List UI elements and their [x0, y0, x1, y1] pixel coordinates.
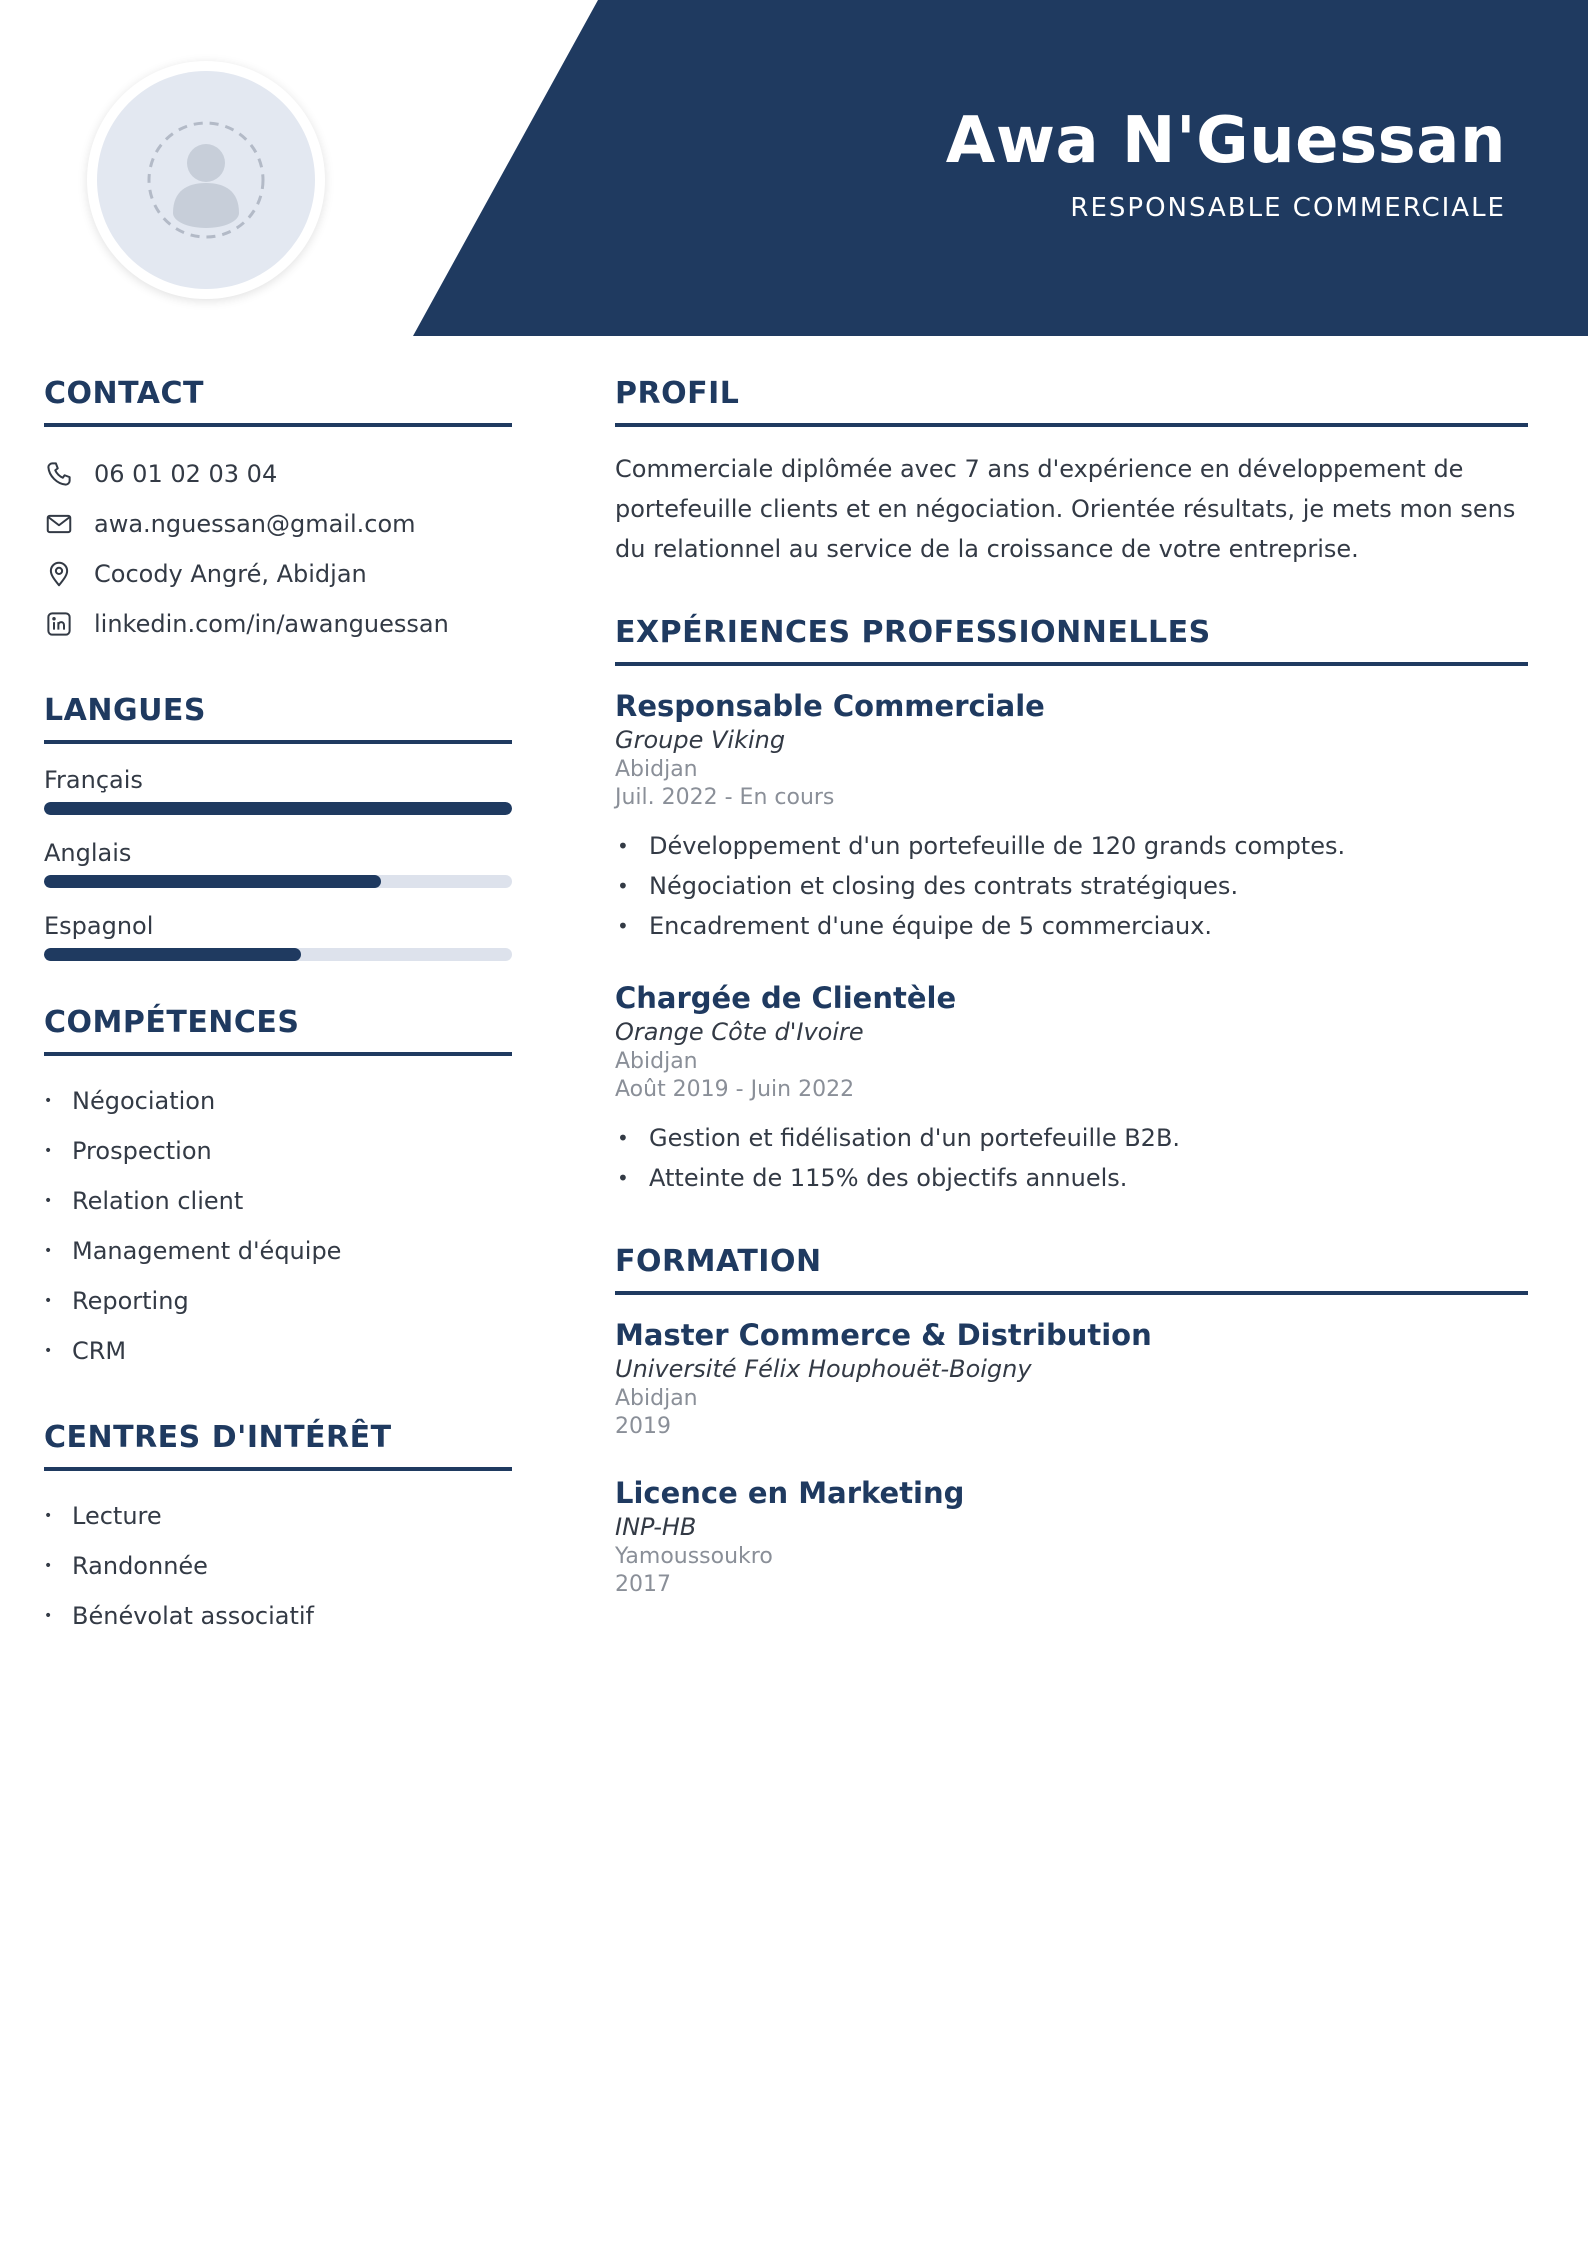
skill-item: • Relation client	[44, 1187, 244, 1215]
skill-label: Reporting	[72, 1287, 189, 1315]
avatar	[87, 61, 325, 299]
education-school: Université Félix Houphouët-Boigny	[615, 1355, 1032, 1383]
right-column	[615, 376, 1528, 1645]
languages-heading: LANGUES	[44, 693, 512, 744]
experience-bullet: • Atteinte de 115% des objectifs annuels.	[615, 1158, 1528, 1198]
language-level-bar	[44, 875, 512, 888]
candidate-name: Awa N'Guessan	[945, 104, 1506, 178]
education-school: INP-HB	[615, 1513, 697, 1541]
experience-entry	[615, 688, 1528, 946]
contact-list	[44, 449, 512, 649]
interest-item: • Bénévolat associatif	[44, 1602, 315, 1630]
avatar-inner	[97, 71, 315, 289]
experience-dates: Août 2019 - Juin 2022	[615, 1077, 855, 1102]
linkedin-icon	[44, 609, 74, 639]
skill-label: Management d'équipe	[72, 1237, 342, 1265]
skill-item: • CRM	[44, 1337, 127, 1365]
skill-label: Relation client	[72, 1187, 244, 1215]
experience-bullet-text: Développement d'un portefeuille de 120 grands comptes.	[649, 832, 1346, 860]
experience-company: Orange Côte d'Ivoire	[615, 1018, 864, 1046]
skill-item: • Prospection	[44, 1137, 212, 1165]
education-title: Licence en Marketing	[615, 1476, 965, 1510]
experience-bullet: • Négociation et closing des contrats stratégiques.	[615, 866, 1528, 906]
experience-location: Abidjan	[615, 757, 698, 782]
experience-bullet: • Encadrement d'une équipe de 5 commerciaux.	[615, 906, 1528, 946]
experience-bullet: • Développement d'un portefeuille de 120 grands comptes.	[615, 826, 1528, 866]
mail-icon	[44, 509, 74, 539]
contact-email	[44, 499, 512, 549]
contact-phone	[44, 449, 512, 499]
contact-linkedin-text: linkedin.com/in/awanguessan	[94, 610, 449, 638]
skill-item: • Reporting	[44, 1287, 189, 1315]
experience-bullet-text: Encadrement d'une équipe de 5 commerciaux.	[649, 912, 1213, 940]
experience-title: Responsable Commerciale	[615, 689, 1045, 723]
left-column	[44, 376, 512, 1685]
contact-phone-text: 06 01 02 03 04	[94, 460, 278, 488]
interests-heading: CENTRES D'INTÉRÊT	[44, 1420, 512, 1471]
experience-bullets	[615, 826, 1528, 946]
skills-heading: COMPÉTENCES	[44, 1005, 512, 1056]
interest-item: • Randonnée	[44, 1552, 208, 1580]
language-name: Français	[44, 766, 143, 794]
education-year: 2019	[615, 1414, 671, 1439]
interests-section	[44, 1420, 512, 1641]
experience-bullet-text: Gestion et fidélisation d'un portefeuille B2B.	[649, 1124, 1181, 1152]
education-section	[615, 1244, 1528, 1599]
skill-label: Négociation	[72, 1087, 216, 1115]
profile-section	[615, 376, 1528, 569]
skills-list	[44, 1076, 512, 1376]
contact-section	[44, 376, 512, 649]
language-name: Espagnol	[44, 912, 154, 940]
job-title: RESPONSABLE COMMERCIALE	[1070, 193, 1506, 223]
education-year: 2017	[615, 1572, 671, 1597]
contact-location	[44, 549, 512, 599]
experience-bullet: • Gestion et fidélisation d'un portefeuille B2B.	[615, 1118, 1528, 1158]
language-level-fill	[44, 948, 301, 961]
language-item	[44, 839, 512, 888]
skill-item: • Négociation	[44, 1087, 216, 1115]
experience-entry	[615, 980, 1528, 1198]
language-level-bar	[44, 948, 512, 961]
languages-section	[44, 693, 512, 961]
interest-label: Randonnée	[72, 1552, 208, 1580]
language-item	[44, 912, 512, 961]
skill-label: Prospection	[72, 1137, 212, 1165]
profile-text: Commerciale diplômée avec 7 ans d'expérience en développement de portefeuille clients et en négociation. Orientée résultats, je mets mon sens du relationnel au service de la croissance de votre entreprise.	[615, 455, 1516, 563]
experience-company: Groupe Viking	[615, 726, 786, 754]
contact-location-text: Cocody Angré, Abidjan	[94, 560, 367, 588]
interest-label: Bénévolat associatif	[72, 1602, 315, 1630]
language-level-fill	[44, 802, 512, 815]
interests-list	[44, 1491, 512, 1641]
contact-heading: CONTACT	[44, 376, 512, 427]
education-location: Abidjan	[615, 1386, 698, 1411]
experience-section	[615, 615, 1528, 1198]
experience-heading: EXPÉRIENCES PROFESSIONNELLES	[615, 615, 1528, 666]
experience-bullet-text: Négociation et closing des contrats stratégiques.	[649, 872, 1239, 900]
experience-bullet-text: Atteinte de 115% des objectifs annuels.	[649, 1164, 1128, 1192]
profile-heading: PROFIL	[615, 376, 1528, 427]
education-location: Yamoussoukro	[615, 1544, 773, 1569]
language-name: Anglais	[44, 839, 132, 867]
location-pin-icon	[44, 559, 74, 589]
user-placeholder-icon	[97, 71, 315, 289]
contact-linkedin	[44, 599, 512, 649]
skills-section	[44, 1005, 512, 1376]
experience-dates: Juil. 2022 - En cours	[615, 785, 835, 810]
experience-bullets	[615, 1118, 1528, 1198]
education-entry	[615, 1475, 1528, 1599]
education-heading: FORMATION	[615, 1244, 1528, 1295]
skill-label: CRM	[72, 1337, 127, 1365]
experience-title: Chargée de Clientèle	[615, 981, 957, 1015]
interest-label: Lecture	[72, 1502, 162, 1530]
language-list	[44, 766, 512, 961]
education-entry	[615, 1317, 1528, 1441]
education-title: Master Commerce & Distribution	[615, 1318, 1152, 1352]
phone-icon	[44, 459, 74, 489]
language-level-fill	[44, 875, 381, 888]
contact-email-text: awa.nguessan@gmail.com	[94, 510, 416, 538]
language-item	[44, 766, 512, 815]
interest-item: • Lecture	[44, 1502, 162, 1530]
skill-item: • Management d'équipe	[44, 1237, 342, 1265]
language-level-bar	[44, 802, 512, 815]
experience-location: Abidjan	[615, 1049, 698, 1074]
